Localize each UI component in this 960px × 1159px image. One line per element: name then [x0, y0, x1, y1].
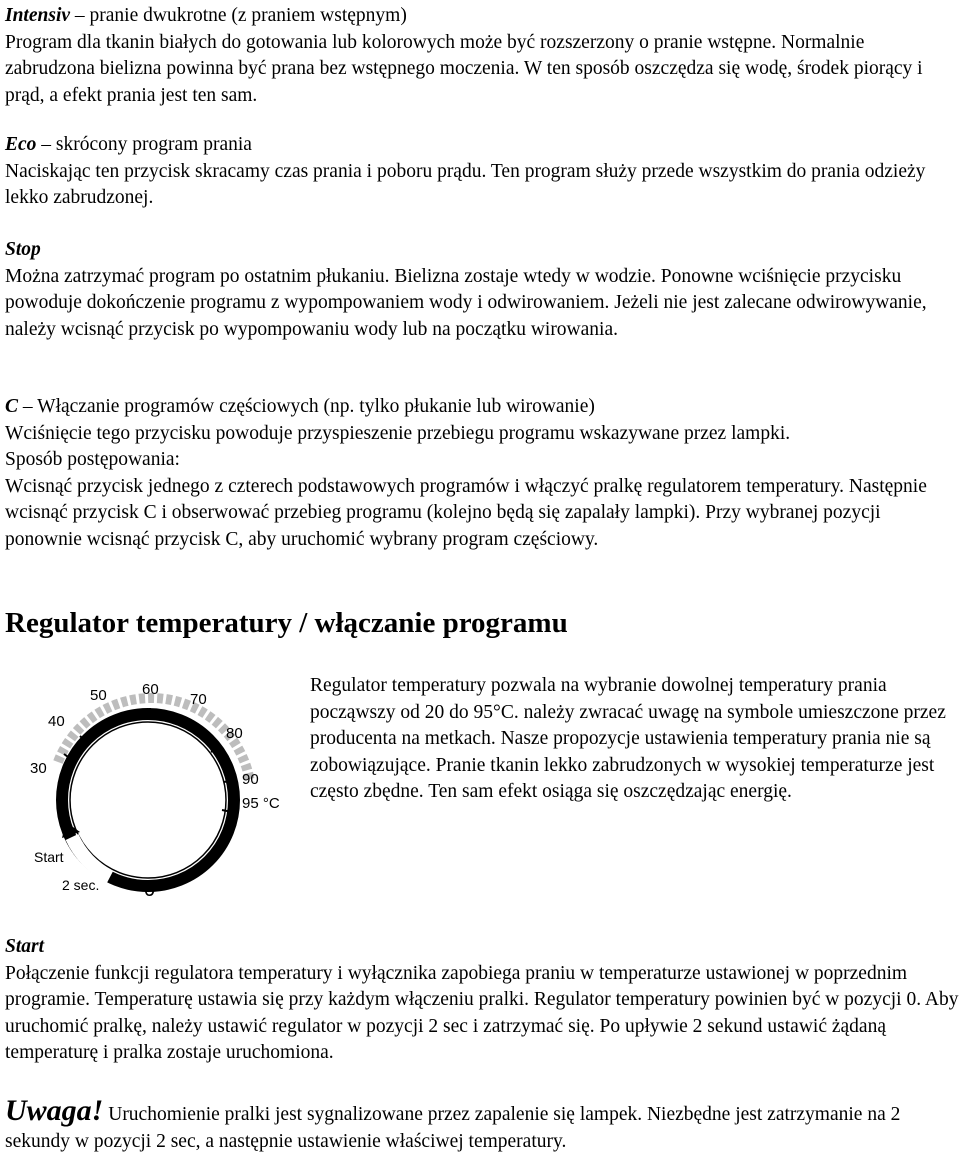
eco-title-line [5, 132, 955, 159]
stop-section [5, 237, 955, 343]
dial-label-zero: 0 [144, 879, 156, 901]
start-body: Połączenie funkcji regulatora temperatury i wyłącznika zapobiega praniu w temperaturze ustawionej w poprzednim programie. Temperaturę ustawia się przy każdym włączeniu pralki. Regulator temperatury powinien być w pozycji 0. Aby uruchomić pralkę, należy ustawić regulator w pozycji 2 sec i zatrzymać się. Po upływie 2 sekund ustawić żądaną temperaturę i pralka zostaje uruchomiona. [5, 962, 959, 1063]
stop-label: Stop [5, 239, 41, 260]
c-title: – Włączanie programów częściowych (np. tylko płukanie lub wirowanie) [18, 396, 595, 417]
uwaga-paragraph [5, 1094, 955, 1155]
start-section [5, 934, 960, 1067]
c-line1: Wciśnięcie tego przycisku powoduje przyspieszenie przebiegu programu wskazywane przez lampki. [5, 422, 791, 444]
eco-label: Eco [5, 134, 37, 155]
intensiv-body: Program dla tkanin białych do gotowania lub kolorowych może być rozszerzony o pranie wstępne. Normalnie zabrudzona bielizna powinna być prana bez wstępnego moczenia. W ten sposób oszczędza się wodę, środek piorący i prąd, a efekt prania jest ten sam. [5, 31, 923, 106]
dial-label-60: 60 [142, 681, 159, 698]
intensiv-label: Intensiv [5, 5, 71, 26]
c-title-line [5, 394, 955, 421]
stop-title-line [5, 237, 955, 264]
regulator-body: Regulator temperatury pozwala na wybranie dowolnej temperatury prania począwszy od 20 do 95°C. należy zwracać uwagę na symbole umieszczone przez producenta na metkach. Nasze propozycje ustawienia temperatury prania nie są zobowiązujące. Pranie tkanin lekko zabrudzonych w wysokiej temperaturze jest często zbędne. Ten sam efekt osiąga się oszczędzając energię. [310, 675, 946, 802]
dial-label-30: 30 [30, 760, 47, 777]
c-section [5, 394, 955, 553]
regulator-heading: Regulator temperatury / włączanie programu [5, 607, 568, 639]
dial-label-start: Start [34, 849, 64, 865]
dial-label-70: 70 [190, 691, 207, 708]
intensiv-section [5, 3, 955, 109]
temperature-dial-figure [10, 672, 280, 912]
c-line2: Sposób postępowania: [5, 449, 180, 470]
eco-title: – skrócony program prania [36, 134, 252, 155]
dial-label-90: 90 [242, 771, 259, 788]
dial-label-40: 40 [48, 713, 65, 730]
uwaga-body: Uruchomienie pralki jest sygnalizowane przez zapalenie się lampek. Niezbędne jest zatrzymanie na 2 sekundy w pozycji 2 sec, a następnie ustawienie właściwej temperatury. [5, 1104, 901, 1152]
c-body: Wcisnąć przycisk jednego z czterech podstawowych programów i włączyć pralkę regulatorem temperatury. Następnie wcisnąć przycisk C i obserwować przebieg programu (kolejno będą się zapalały lampki). Przy wybranej pozycji ponownie wcisnąć przycisk C, aby uruchomić wybrany program częściowy. [5, 475, 927, 550]
uwaga-section [5, 1094, 955, 1155]
dial-label-50: 50 [90, 687, 107, 704]
intensiv-title: – pranie dwukrotne (z praniem wstępnym) [70, 5, 407, 26]
start-title-line [5, 934, 960, 961]
eco-body: Naciskając ten przycisk skracamy czas prania i poboru prądu. Ten program służy przede wszystkim do prania odzieży lekko zabrudzonej. [5, 160, 926, 208]
c-label: C [5, 396, 19, 417]
uwaga-label: Uwaga! [5, 1094, 104, 1127]
start-label: Start [5, 936, 45, 957]
eco-section [5, 132, 955, 212]
stop-body: Można zatrzymać program po ostatnim płukaniu. Bielizna zostaje wtedy w wodzie. Ponowne wciśnięcie przycisku powoduje dokończenie programu z wypompowaniem wody i odwirowaniem. Jeżeli nie jest zalecane odwirowywanie, należy wcisnąć przycisk po wypompowaniu wody lub na początku wirowania. [5, 265, 927, 340]
temperature-dial-illustration [10, 672, 280, 912]
dial-label-80: 80 [226, 725, 243, 742]
dial-label-2sec: 2 sec. [62, 877, 100, 893]
intensiv-title-line [5, 3, 955, 30]
dial-inner-circle [70, 722, 226, 878]
dial-label-95: 95 °C [242, 795, 280, 812]
